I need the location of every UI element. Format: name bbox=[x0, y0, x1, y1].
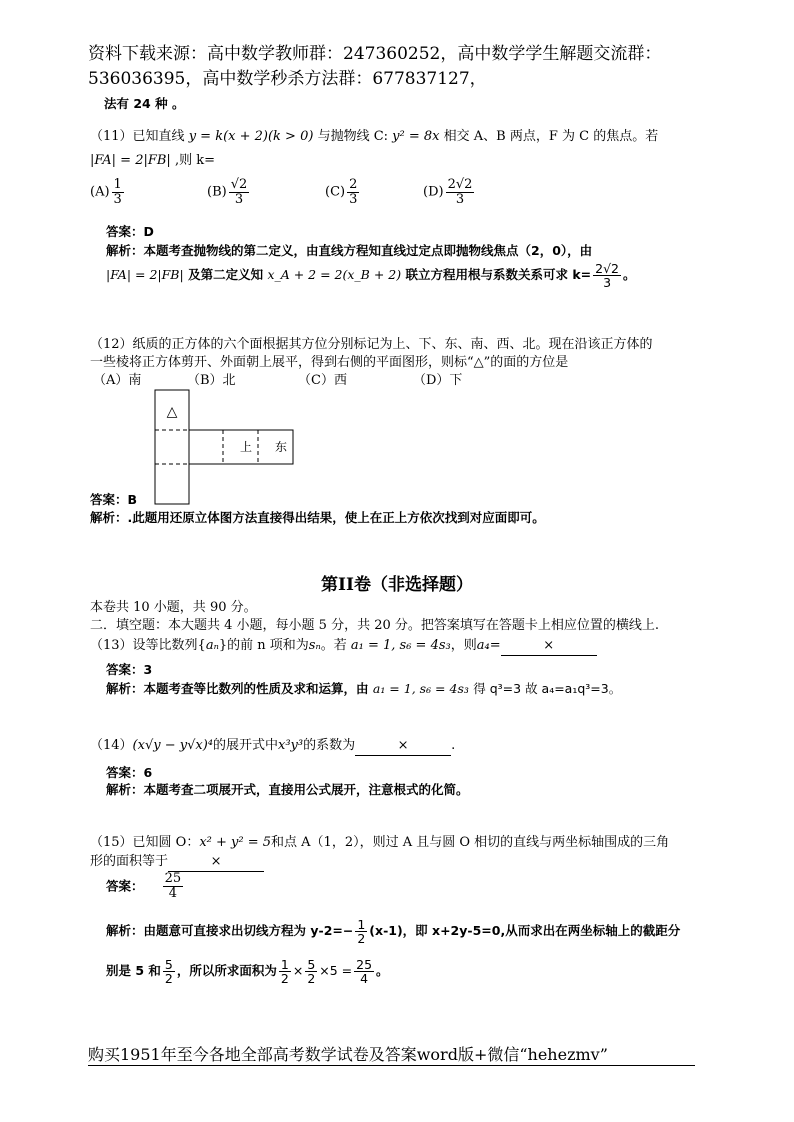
fraction bbox=[355, 918, 367, 945]
q15-stem-c: 形的面积等于 bbox=[90, 854, 169, 869]
footer-promo: 购买1951年至今各地全部高考数学试卷及答案word版+微信“hehezmv” bbox=[88, 1045, 608, 1064]
q13-stem-d: ，则 bbox=[450, 638, 477, 653]
q12-option-c: （C）西 bbox=[298, 373, 347, 388]
fraction-den: 4 bbox=[168, 885, 178, 901]
q12-option-a: （A）南 bbox=[93, 373, 142, 388]
fraction bbox=[347, 178, 359, 206]
fraction-den: 2 bbox=[164, 971, 173, 987]
q14-answer: 答案：6 bbox=[106, 765, 153, 780]
q13-stem bbox=[90, 637, 597, 656]
q15-analysis-line1 bbox=[106, 918, 680, 945]
q15-analysis2-end: 。 bbox=[376, 963, 389, 979]
q13-sn: sₙ bbox=[308, 638, 321, 653]
q12-option-b: （B）北 bbox=[187, 373, 236, 388]
q11-option-d bbox=[423, 178, 476, 206]
q13-stem-a: （13）设等比数列{ bbox=[90, 638, 206, 653]
q11-analysis-end: 。 bbox=[623, 267, 636, 283]
part2-intro: 本卷共 10 小题，共 90 分。 bbox=[90, 600, 257, 615]
q13-eq: = bbox=[489, 638, 501, 653]
fraction-num: 5 bbox=[307, 957, 316, 972]
q11-analysis-d: 联立方程用根与系数关系可求 k= bbox=[405, 267, 592, 283]
option-label: (D) bbox=[423, 184, 444, 200]
q11-condition bbox=[90, 152, 215, 170]
fraction-den: 3 bbox=[113, 191, 122, 207]
fraction-num: 2 bbox=[349, 177, 358, 192]
q12-answer: 答案：B bbox=[90, 492, 138, 507]
q11-analysis-cond: |FA| = 2|FB| bbox=[106, 267, 184, 283]
q11-stem-c: 相交 A、B 两点，F 为 C 的焦点。若 bbox=[443, 129, 659, 144]
fraction-den: 3 bbox=[234, 191, 244, 207]
q11-analysis-line1: 解析：本题考查抛物线的第二定义，由直线方程知直线过定点即抛物线焦点（2，0），由 bbox=[106, 243, 593, 258]
header-line-2: 536036395，高中数学秒杀方法群：677837127， bbox=[88, 69, 487, 89]
fraction-den: 3 bbox=[349, 191, 358, 207]
q11-analysis-b: 及第二定义知 bbox=[188, 267, 264, 283]
fraction-den: 2 bbox=[307, 971, 316, 987]
q12-stem-line1: （12）纸质的正方体的六个面根据其方位分别标记为上、下、东、南、西、北。现在沿该正方体的 bbox=[90, 337, 653, 352]
q14-term: x³y³ bbox=[278, 738, 304, 753]
q13-stem-c: 。若 bbox=[320, 638, 347, 653]
q15-circle: x² + y² = 5 bbox=[199, 835, 272, 850]
header-line-1: 资料下载来源：高中数学教师群：247360252，高中数学学生解题交流群： bbox=[88, 44, 662, 64]
q14-answer-blank[interactable]: × bbox=[355, 737, 451, 756]
option-label: (A) bbox=[90, 184, 110, 200]
q11-option-c bbox=[325, 178, 361, 206]
q14-stem-b: 的展开式中 bbox=[212, 738, 278, 753]
option-label: (C) bbox=[325, 184, 346, 200]
q13-stem-b: }的前 n 项和为 bbox=[218, 638, 309, 653]
part2-section-heading: 二．填空题：本大题共 4 小题，每小题 5 分，共 20 分。把答案填写在答题卡上相应位置的横线上. bbox=[90, 618, 660, 633]
q15-stem-a: （15）已知圆 O： bbox=[90, 835, 200, 850]
q11-stem-b: 与抛物线 C: bbox=[317, 129, 389, 144]
q13-answer: 答案：3 bbox=[106, 662, 153, 677]
q11-cond: |FA| = 2|FB| bbox=[90, 153, 171, 168]
q14-stem-d: . bbox=[451, 738, 456, 753]
times-sign: × bbox=[292, 963, 304, 979]
fraction bbox=[593, 262, 621, 289]
q11-parabola: y² = 8x bbox=[392, 129, 440, 144]
fraction-num: 5 bbox=[164, 957, 173, 972]
q11-cond-tail: ,则 k= bbox=[174, 153, 215, 168]
q15-stem-line2 bbox=[90, 853, 264, 872]
q15-analysis2-b: ，所以所求面积为 bbox=[176, 963, 277, 979]
q12-stem-line2: 一些棱将正方体剪开、外面朝上展平，得到右侧的平面图形，则标“△”的面的方位是 bbox=[90, 355, 569, 370]
q14-analysis: 解析：本题考查二项展开式，直接用公式展开，注意根式的化简。 bbox=[106, 782, 469, 797]
fraction-num: 1 bbox=[280, 957, 289, 972]
fraction bbox=[279, 958, 291, 985]
fraction-den: 3 bbox=[455, 191, 465, 207]
q15-answer-label: 答案： bbox=[106, 878, 144, 894]
q11-line-formula: y = k(x + 2)(k > 0) bbox=[188, 129, 314, 144]
q15-stem-b: 和点 A（1，2），则过 A 且与圆 O 相切的直线与两坐标轴围成的三角 bbox=[271, 835, 670, 850]
q11-analysis-line2 bbox=[106, 262, 636, 289]
net-triangle-label: △ bbox=[166, 404, 178, 420]
cube-net-diagram bbox=[150, 386, 300, 510]
footer-rule bbox=[88, 1065, 695, 1066]
option-label: (B) bbox=[207, 184, 227, 200]
fraction-num: 1 bbox=[113, 177, 122, 192]
fraction-den: 2 bbox=[280, 971, 289, 987]
fraction-num: 25 bbox=[164, 871, 182, 886]
q14-stem-a: （14） bbox=[90, 738, 133, 753]
part2-title: 第II卷（非选择题） bbox=[321, 575, 473, 595]
fraction bbox=[112, 178, 124, 206]
q11-option-a bbox=[90, 178, 126, 206]
times-five: ×5 = bbox=[319, 963, 353, 979]
q12-option-d: （D）下 bbox=[413, 373, 463, 388]
fraction-num: 2√2 bbox=[447, 177, 473, 192]
fraction-num: 2√2 bbox=[595, 261, 619, 276]
q15-analysis2-a: 别是 5 和 bbox=[106, 963, 161, 979]
fraction bbox=[163, 958, 175, 985]
fraction-den: 2 bbox=[357, 931, 366, 947]
fraction-num: √2 bbox=[230, 177, 248, 192]
fraction bbox=[229, 178, 250, 206]
fraction bbox=[354, 958, 374, 985]
fraction-num: 1 bbox=[357, 917, 366, 932]
fraction bbox=[163, 872, 184, 900]
q13-answer-blank[interactable]: × bbox=[501, 637, 597, 656]
q12-analysis: 解析：.此题用还原立体图方法直接得出结果，使上在正上方依次找到对应面即可。 bbox=[90, 510, 545, 525]
net-up-label: 上 bbox=[239, 440, 253, 454]
q13-a4: a₄ bbox=[476, 638, 490, 653]
q13-analysis-a: 解析：本题考查等比数列的性质及求和运算，由 bbox=[106, 681, 369, 696]
q11-option-b bbox=[207, 178, 251, 206]
q15-stem-line1 bbox=[90, 834, 669, 852]
fraction-den: 4 bbox=[360, 971, 369, 987]
q13-analysis bbox=[106, 679, 621, 697]
q15-answer bbox=[106, 872, 185, 900]
fraction bbox=[305, 958, 317, 985]
fraction-den: 3 bbox=[603, 275, 612, 291]
q13-analysis-b: 得 q³=3 故 a₄=a₁q³=3。 bbox=[473, 681, 622, 696]
q11-stem-a: （11）已知直线 bbox=[90, 129, 185, 144]
q14-stem bbox=[90, 737, 455, 756]
net-east-label: 东 bbox=[274, 440, 288, 454]
q13-condition: a₁ = 1, s₆ = 4s₃ bbox=[350, 638, 451, 653]
q13-analysis-cond: a₁ = 1, s₆ = 4s₃ bbox=[372, 681, 469, 696]
q14-expression: (x√y − y√x)⁴ bbox=[132, 738, 213, 753]
fraction-num: 25 bbox=[356, 957, 373, 972]
q11-answer: 答案：D bbox=[106, 224, 154, 239]
q15-analysis1-a: 解析：由题意可直接求出切线方程为 y-2=− bbox=[106, 923, 354, 939]
q11-stem bbox=[90, 128, 658, 146]
q15-answer-blank[interactable]: × bbox=[168, 853, 264, 872]
previous-question-tail: 法有 24 种 。 bbox=[104, 96, 185, 111]
q11-analysis-eq: x_A + 2 = 2(x_B + 2) bbox=[267, 267, 402, 283]
q15-analysis1-b: (x-1)，即 x+2y-5=0,从而求出在两坐标轴上的截距分 bbox=[369, 923, 681, 939]
q15-analysis-line2 bbox=[106, 958, 389, 985]
q14-stem-c: 的系数为 bbox=[303, 738, 356, 753]
q13-an: aₙ bbox=[205, 638, 219, 653]
fraction bbox=[446, 178, 475, 206]
